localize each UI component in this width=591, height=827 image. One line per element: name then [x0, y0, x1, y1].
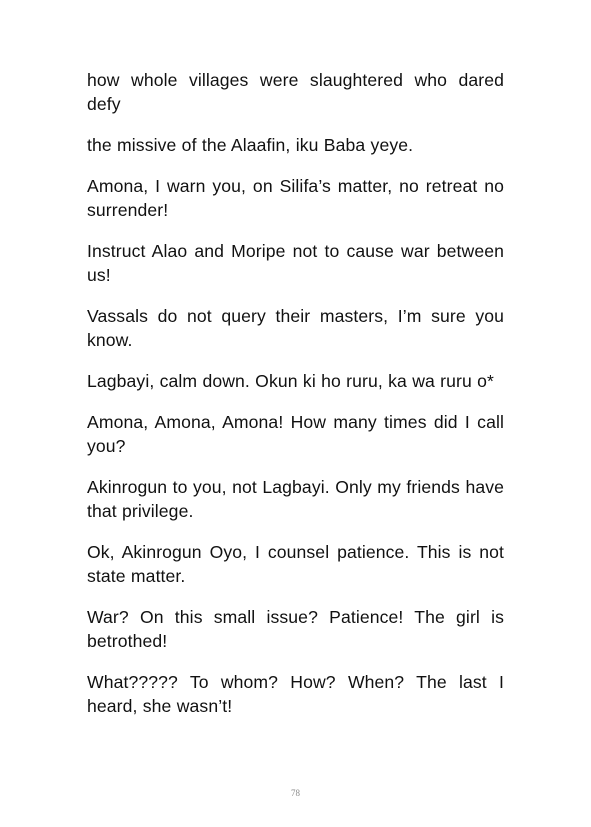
paragraph: War? On this small issue? Patience! The girl is betrothed! [87, 607, 504, 651]
page-body [87, 68, 504, 735]
paragraph: Instruct Alao and Moripe not to cause war between us! [87, 241, 504, 285]
paragraph: Amona, Amona, Amona! How many times did I call you? [87, 412, 504, 456]
paragraph: Ok, Akinrogun Oyo, I counsel patience. This is not state matter. [87, 542, 504, 586]
paragraph: Lagbayi, calm down. Okun ki ho ruru, ka wa ruru o* [87, 371, 494, 391]
paragraph: What????? To whom? How? When? The last I heard, she wasn’t! [87, 672, 504, 716]
paragraph: Amona, I warn you, on Silifa’s matter, no retreat no surrender! [87, 176, 504, 220]
paragraph: Akinrogun to you, not Lagbayi. Only my friends have that privilege. [87, 477, 504, 521]
paragraph: Vassals do not query their masters, I’m sure you know. [87, 306, 504, 350]
paragraph: the missive of the Alaafin, iku Baba yeye. [87, 135, 414, 155]
page-number: 78 [291, 788, 300, 798]
paragraph: how whole villages were slaughtered who dared defy [87, 70, 504, 114]
